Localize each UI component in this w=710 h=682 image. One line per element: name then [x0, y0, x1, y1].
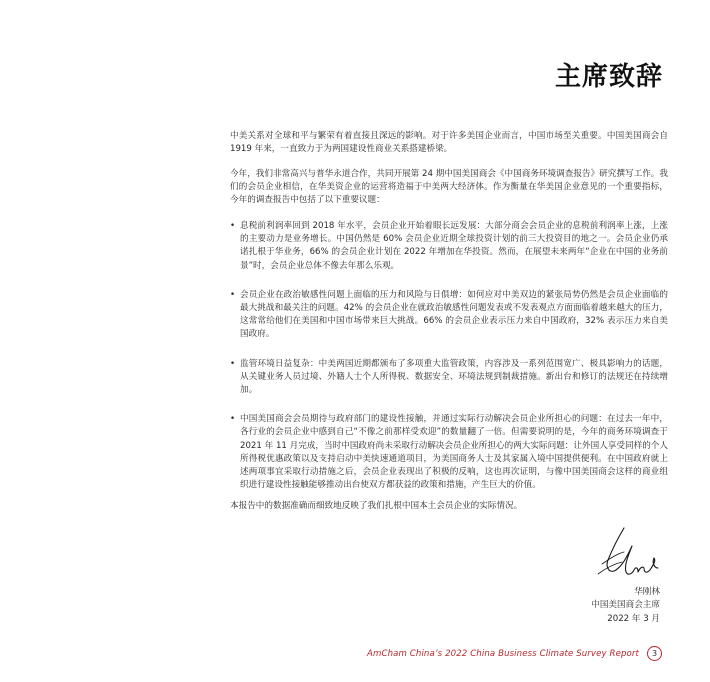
list-item [230, 413, 668, 492]
page-title: 主席致辞 [554, 62, 663, 92]
bullet-marker: • [230, 358, 236, 369]
list-item [230, 220, 668, 273]
list-item-text: 息税前利润率回到 2018 年水平，会员企业开始着眼长远发展：大部分商会会员企业的息税前利润率上涨，上涨的主要动力是业务增长。中国仍然是 60% 会员企业近期全球投资计划的前三大投资目的地之一。会员企业仍承诺扎根于华业务，66% 的会员企业计划在 2022 年增加在华投资。然而，在展望未来两年“企业在中国的业务前景”时，会员企业总体不像去年那么乐观。 [240, 221, 668, 271]
report-title: AmCham China’s 2022 China Business Climate Survey Report [367, 648, 639, 659]
bullet-marker: • [230, 289, 236, 300]
closing-paragraph: 本报告中的数据准确而细致地反映了我们扎根中国本土会员企业的实际情况。 [230, 501, 523, 511]
signatory-name: 华刚林 [634, 587, 660, 597]
bullet-marker: • [230, 221, 236, 231]
page-footer [367, 646, 662, 661]
list-item-text: 会员企业在政治敏感性问题上面临的压力和风险与日俱增：如何应对中美双边的紧张局势仍然是会员企业面临的最大挑战和最关注的问题。42% 的会员企业在就政治敏感性问题发表或不发表观点方面面临着越来越大的压力，这常常给他们在美国和中国市场带来巨大挑战。66% 的会员企业表示压力来自中国政府，32% 表示压力来自美国政府。 [240, 289, 668, 340]
list-item-text: 监管环境日益复杂：中美两国近期都颁布了多项重大监管政策，内容涉及一系列范围宽广、极具影响力的话题，从关键业务人员过境、外籍人士个人所得税、数据安全、环境法规到制裁措施。新出台和修订的法规还在持续增加。 [240, 358, 668, 396]
list-item [230, 358, 668, 398]
signatory-role: 中国美国商会主席 [591, 600, 660, 611]
key-findings-list [230, 220, 668, 492]
signature-date: 2022 年 3 月 [607, 613, 660, 624]
intro-paragraph: 中美关系对全球和平与繁荣有着直接且深远的影响。对于许多美国企业而言，中国市场至关重要。中国美国商会自 1919 年来，一直致力于为两国建设性商业关系搭建桥梁。 [230, 131, 668, 155]
survey-paragraph: 今年，我们非常高兴与普华永道合作，共同开展第 24 期中国美国商会《中国商务环境调查报告》研究撰写工作。我们的会员企业相信，在华美资企业的运营将造福于中美两大经济体。作为衡量在华美国企业意见的一个重要指标，今年的调查报告中包括了以下重要议题： [230, 169, 668, 206]
list-item-text: 中国美国商会会员期待与政府部门的建设性接触，并通过实际行动解决会员企业所担心的问题：在过去一年中，各行业的会员企业中感到自己“不像之前那样受欢迎”的数量翻了一倍。但需要说明的是，今年的商务环境调查于 2021 年 11 月完成，当时中国政府尚未采取行动解决会员企业所担心的两大实际问题：让外国人享受同样的个人所得税优惠政策以及支持启动中美快速通道项目，为美国商务人士及其家属入境中国提供便利。在中国政府就上述两项事宜采取行动措施之后，会员企业表现出了积极的反响，这也再次证明，与像中国美国商会这样的商业组织进行建设性接触能够推动出台使双方都获益的政策和措施，产生巨大的价值。 [240, 414, 668, 491]
signature-image [594, 524, 666, 584]
list-item [230, 289, 668, 342]
bullet-marker: • [230, 414, 236, 425]
page-number: 3 [647, 646, 662, 661]
signatory-block [591, 586, 660, 626]
